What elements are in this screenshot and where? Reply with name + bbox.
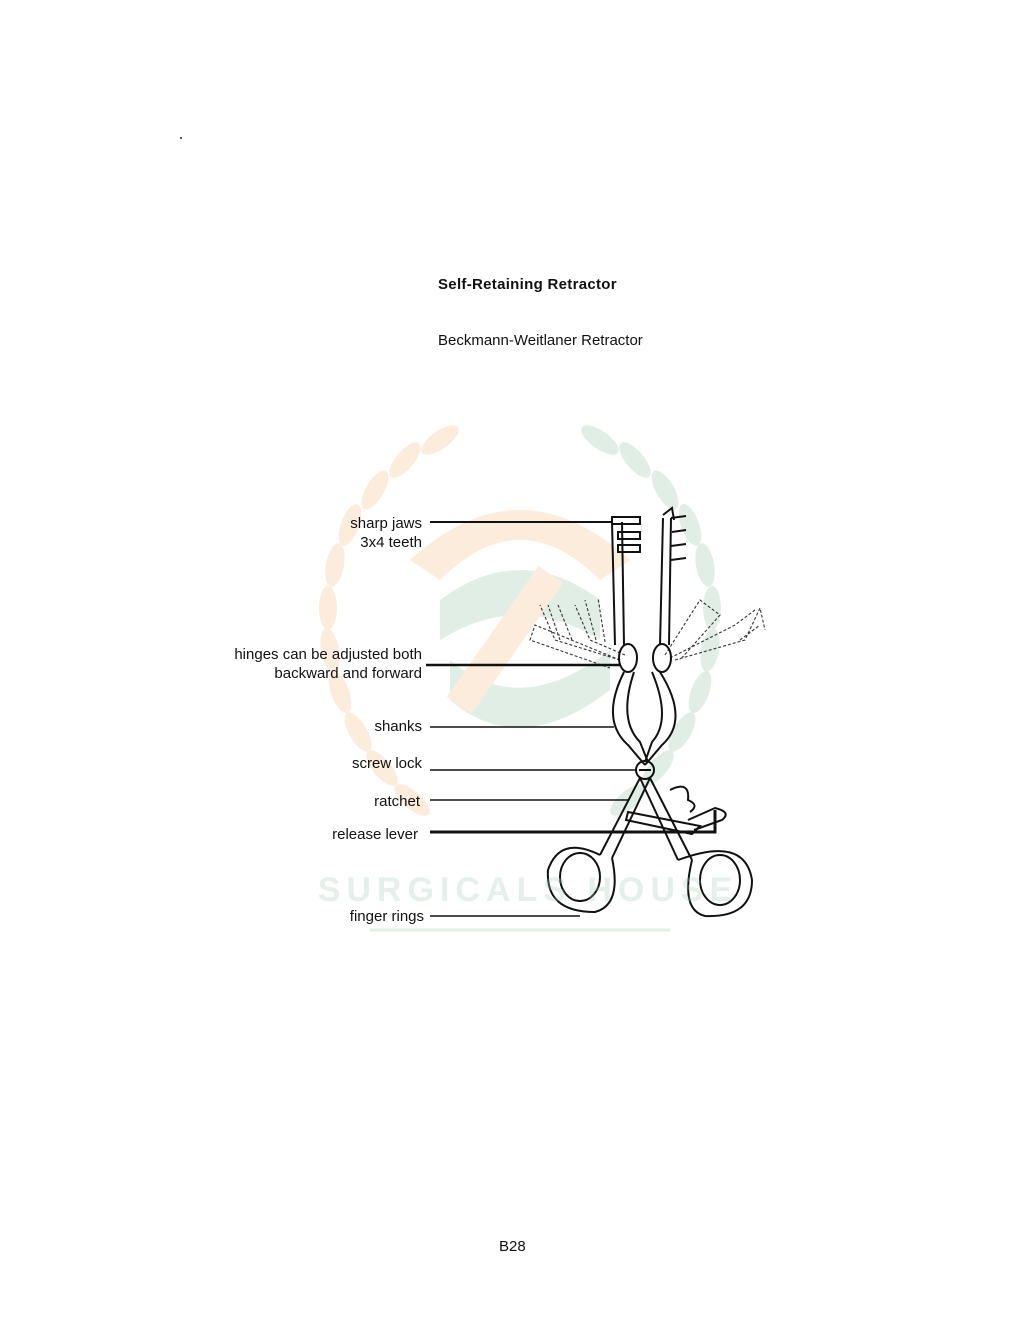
label-teeth: 3x4 teeth	[360, 534, 422, 551]
retractor-instrument	[548, 508, 752, 916]
page-number: B28	[499, 1238, 526, 1255]
label-hinges-line1: hinges can be adjusted both	[234, 646, 422, 663]
watermark-text: SURGICALS HOUSE	[317, 871, 739, 909]
label-ratchet: ratchet	[374, 793, 420, 810]
label-release-lever: release lever	[332, 826, 418, 843]
label-finger-rings: finger rings	[349, 908, 424, 925]
page-subtitle: Beckmann-Weitlaner Retractor	[438, 332, 643, 349]
label-hinges-line2: backward and forward	[274, 665, 422, 682]
label-sharp-jaws: sharp jaws	[350, 515, 422, 532]
label-shanks: shanks	[374, 718, 422, 735]
watermark-emblem	[410, 510, 630, 728]
page-title: Self-Retaining Retractor	[438, 276, 617, 293]
label-screw-lock: screw lock	[351, 755, 422, 772]
